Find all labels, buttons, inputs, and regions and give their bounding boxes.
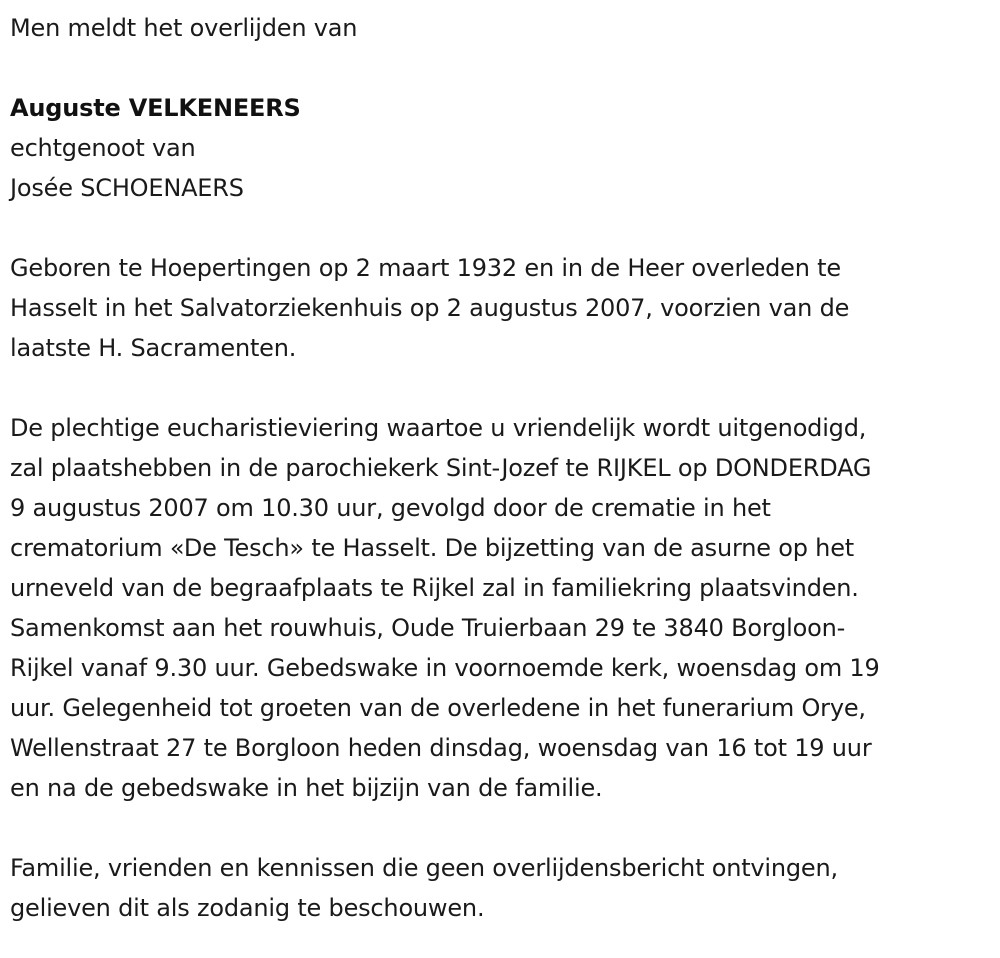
spacer [10, 808, 985, 848]
paragraph-line: gelieven dit als zodanig te beschouwen. [10, 894, 485, 922]
intro-text: Men meldt het overlijden van [10, 14, 358, 42]
paragraph-line: Samenkomst aan het rouwhuis, Oude Truierbaan 29 te 3840 Borgloon- [10, 614, 846, 642]
paragraph-line: Geboren te Hoepertingen op 2 maart 1932 en in de Heer overleden te [10, 254, 841, 282]
paragraph-line: crematorium «De Tesch» te Hasselt. De bijzetting van de asurne op het [10, 534, 854, 562]
spacer [10, 368, 985, 408]
closing-paragraph [10, 848, 985, 928]
paragraph-line: De plechtige eucharistieviering waartoe u vriendelijk wordt uitgenodigd, [10, 414, 867, 442]
relation-text: echtgenoot van [10, 134, 196, 162]
paragraph-line: Hasselt in het Salvatorziekenhuis op 2 augustus 2007, voorzien van de [10, 294, 850, 322]
paragraph-line: urneveld van de begraafplaats te Rijkel zal in familiekring plaatsvinden. [10, 574, 859, 602]
spacer [10, 48, 985, 88]
paragraph-line: en na de gebedswake in het bijzijn van de familie. [10, 774, 603, 802]
paragraph-line: Familie, vrienden en kennissen die geen overlijdensbericht ontvingen, [10, 854, 838, 882]
paragraph-line: 9 augustus 2007 om 10.30 uur, gevolgd door de crematie in het [10, 494, 771, 522]
ceremony-paragraph [10, 408, 985, 808]
paragraph-line: Wellenstraat 27 te Borgloon heden dinsdag, woensdag van 16 tot 19 uur [10, 734, 872, 762]
spacer [10, 208, 985, 248]
birth-death-paragraph [10, 248, 985, 368]
obituary-notice [10, 8, 985, 928]
deceased-name: Auguste VELKENEERS [10, 94, 301, 122]
paragraph-line: Rijkel vanaf 9.30 uur. Gebedswake in voornoemde kerk, woensdag om 19 [10, 654, 880, 682]
paragraph-line: laatste H. Sacramenten. [10, 334, 297, 362]
paragraph-line: zal plaatshebben in de parochiekerk Sint-Jozef te RIJKEL op DONDERDAG [10, 454, 872, 482]
spouse-name: Josée SCHOENAERS [10, 174, 244, 202]
paragraph-line: uur. Gelegenheid tot groeten van de overledene in het funerarium Orye, [10, 694, 866, 722]
